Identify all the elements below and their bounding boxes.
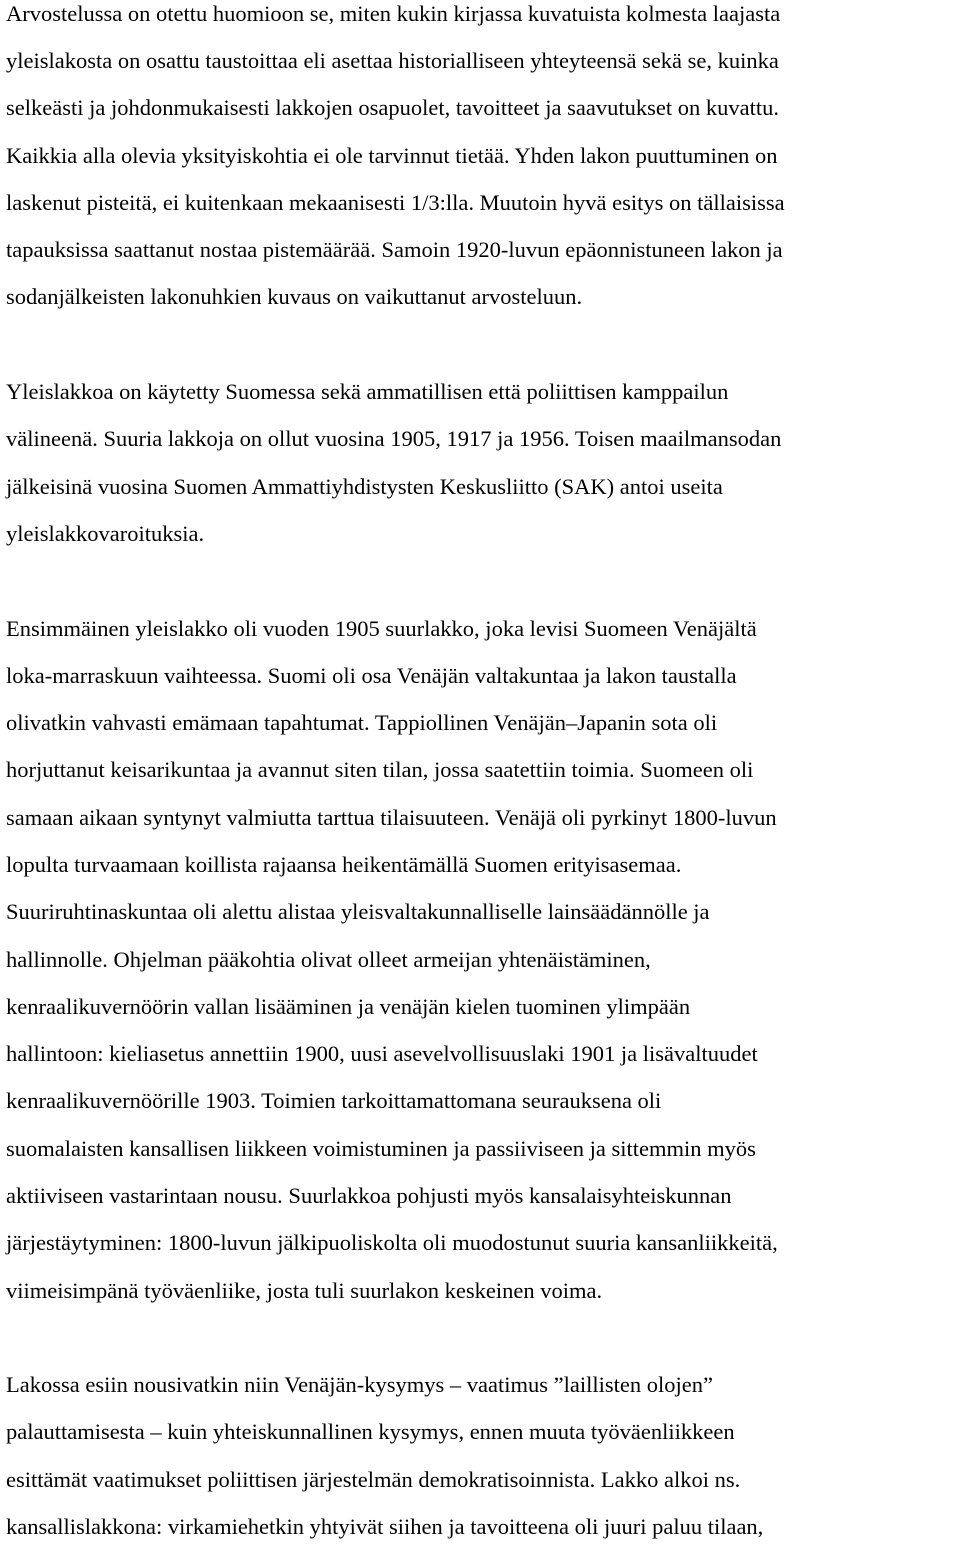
text-line: Arvostelussa on otettu huomioon se, miten kukin kirjassa kuvatuista kolmesta laajasta	[6, 1, 781, 26]
text-line: hallintoon: kieliasetus annettiin 1900, uusi asevelvollisuuslaki 1901 ja lisävaltuudet	[6, 1041, 758, 1066]
text-line: selkeästi ja johdonmukaisesti lakkojen osapuolet, tavoitteet ja saavutukset on kuvattu.	[6, 95, 779, 120]
text-line: Lakossa esiin nousivatkin niin Venäjän-kysymys – vaatimus ”laillisten olojen”	[6, 1372, 713, 1397]
text-line: Kaikkia alla olevia yksityiskohtia ei ole tarvinnut tietää. Yhden lakon puuttuminen on	[6, 143, 778, 168]
text-line: hallinnolle. Ohjelman pääkohtia olivat olleet armeijan yhtenäistäminen,	[6, 947, 651, 972]
text-line: aktiiviseen vastarintaan nousu. Suurlakkoa pohjusti myös kansalaisyhteiskunnan	[6, 1183, 732, 1208]
text-line: järjestäytyminen: 1800-luvun jälkipuoliskolta oli muodostunut suuria kansanliikkeitä,	[6, 1230, 778, 1255]
text-line: viimeisimpänä työväenliike, josta tuli suurlakon keskeinen voima.	[6, 1278, 603, 1303]
text-line: Yleislakkoa on käytetty Suomessa sekä ammatillisen että poliittisen kamppailun	[6, 379, 729, 404]
text-line: jälkeisinä vuosina Suomen Ammattiyhdistysten Keskusliitto (SAK) antoi useita	[6, 474, 723, 499]
text-line: samaan aikaan syntynyt valmiutta tarttua tilaisuuteen. Venäjä oli pyrkinyt 1800-luvun	[6, 805, 777, 830]
text-line: yleislakkovaroituksia.	[6, 521, 205, 546]
text-line: sodanjälkeisten lakonuhkien kuvaus on vaikuttanut arvosteluun.	[6, 284, 583, 309]
text-line: esittämät vaatimukset poliittisen järjestelmän demokratisoinnista. Lakko alkoi ns.	[6, 1467, 741, 1492]
text-line: loka-marraskuun vaihteessa. Suomi oli osa Venäjän valtakuntaa ja lakon taustalla	[6, 663, 737, 688]
text-line: Suuriruhtinaskuntaa oli alettu alistaa yleisvaltakunnalliselle lainsäädännölle ja	[6, 899, 710, 924]
text-line: palauttamisesta – kuin yhteiskunnallinen kysymys, ennen muuta työväenliikkeen	[6, 1419, 735, 1444]
text-line: kenraalikuvernöörille 1903. Toimien tarkoittamattomana seurauksena oli	[6, 1088, 662, 1113]
text-line: laskenut pisteitä, ei kuitenkaan mekaanisesti 1/3:lla. Muutoin hyvä esitys on tällaisissa	[6, 190, 785, 215]
text-line: yleislakosta on osattu taustoittaa eli asettaa historialliseen yhteyteensä sekä se, kuinka	[6, 48, 779, 73]
text-line: välineenä. Suuria lakkoja on ollut vuosina 1905, 1917 ja 1956. Toisen maailmansodan	[6, 426, 782, 451]
text-line: lopulta turvaamaan koillista rajaansa heikentämällä Suomen erityisasemaa.	[6, 852, 682, 877]
text-line: tapauksissa saattanut nostaa pistemäärää. Samoin 1920-luvun epäonnistuneen lakon ja	[6, 237, 783, 262]
text-line: suomalaisten kansallisen liikkeen voimistuminen ja passiiviseen ja sittemmin myös	[6, 1136, 756, 1161]
text-line: kenraalikuvernöörin vallan lisääminen ja venäjän kielen tuominen ylimpään	[6, 994, 691, 1019]
text-line: Ensimmäinen yleislakko oli vuoden 1905 suurlakko, joka levisi Suomeen Venäjältä	[6, 616, 757, 641]
text-line: kansallislakkona: virkamiehetkin yhtyivät siihen ja tavoitteena oli juuri paluu tilaan,	[6, 1514, 764, 1539]
text-line: olivatkin vahvasti emämaan tapahtumat. Tappiollinen Venäjän–Japanin sota oli	[6, 710, 718, 735]
text-line: horjuttanut keisarikuntaa ja avannut siten tilan, jossa saatettiin toimia. Suomeen oli	[6, 757, 754, 782]
